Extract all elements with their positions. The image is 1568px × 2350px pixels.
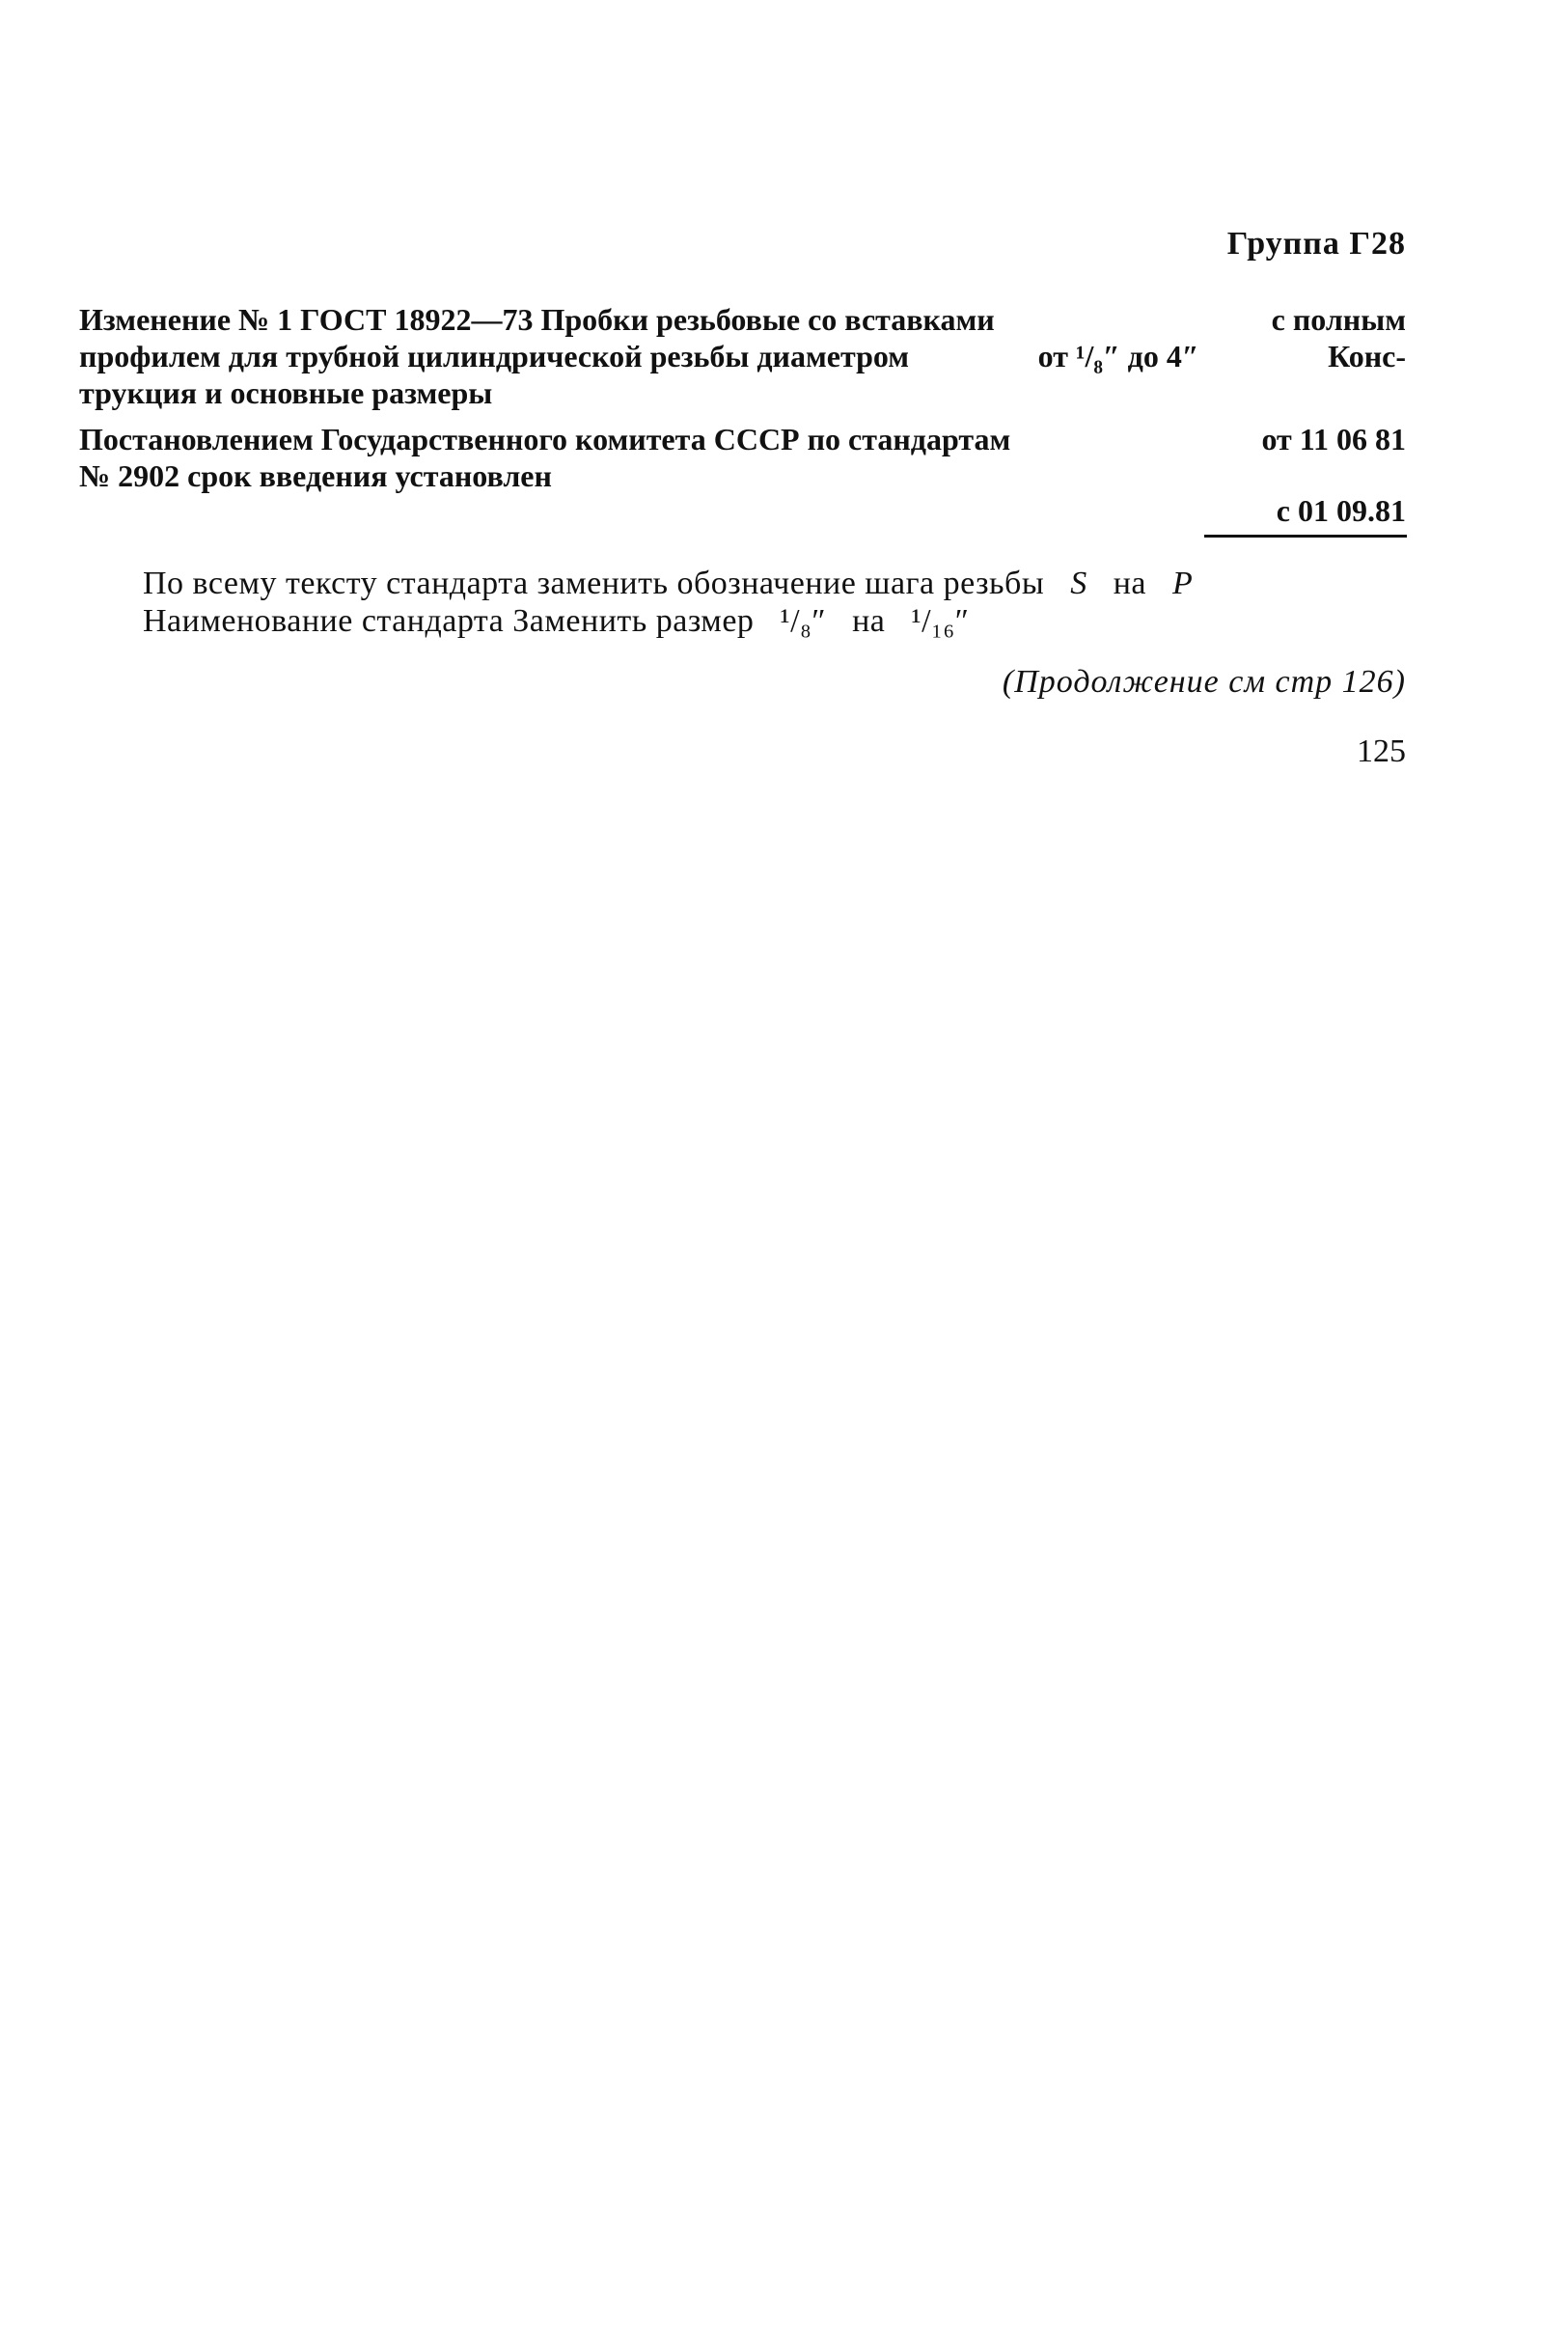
body-line-1 [143,565,1397,603]
body-line-2-word: на [852,603,886,639]
body-line-1-to: P [1172,566,1194,601]
body-line-2 [143,602,1397,641]
decree-line-1-left: Постановлением Государственного комитета СССР по стандартам [79,422,1011,456]
amendment-line-2 [79,338,1406,374]
amendment-line-3: трукция и основные размеры [79,375,493,410]
body-line-1-from: S [1070,566,1087,601]
decree-line-1 [79,421,1406,457]
body-line-2-to: ¹/₁₆″ [911,603,970,639]
decree-block [79,421,1406,494]
amendment-line-2-left: профилем для трубной цилиндрической резьбы диаметром [79,339,910,373]
amendment-line-1-left: Изменение № 1 ГОСТ 18922—73 Пробки резьбовые со вставками [79,302,995,337]
page-number: 125 [1357,733,1406,769]
continuation-note: (Продолжение см стр 126) [1002,664,1406,700]
body-line-2-from: ¹/₈″ [780,603,827,639]
body-line-1-word: на [1113,566,1146,601]
amendment-line-1 [79,301,1406,338]
amendment-line-2-right: Конс- [1328,339,1406,373]
effective-date: с 01 09.81 [1276,493,1406,528]
body-line-2-text: Наименование стандарта Заменить размер [143,603,755,639]
body-line-1-text: По всему тексту стандарта заменить обозначение шага резьбы [143,566,1045,601]
group-code: Группа Г28 [1226,226,1406,262]
decree-date: от 11 06 81 [1261,422,1406,456]
decree-line-2: № 2902 срок введения установлен [79,458,552,493]
amendment-line-2-mid: от ¹/₈″ до 4″ [1037,339,1199,373]
amendment-line-1-right: с полным [1271,302,1406,337]
amendment-heading [79,301,1406,411]
date-underline [1204,535,1407,538]
